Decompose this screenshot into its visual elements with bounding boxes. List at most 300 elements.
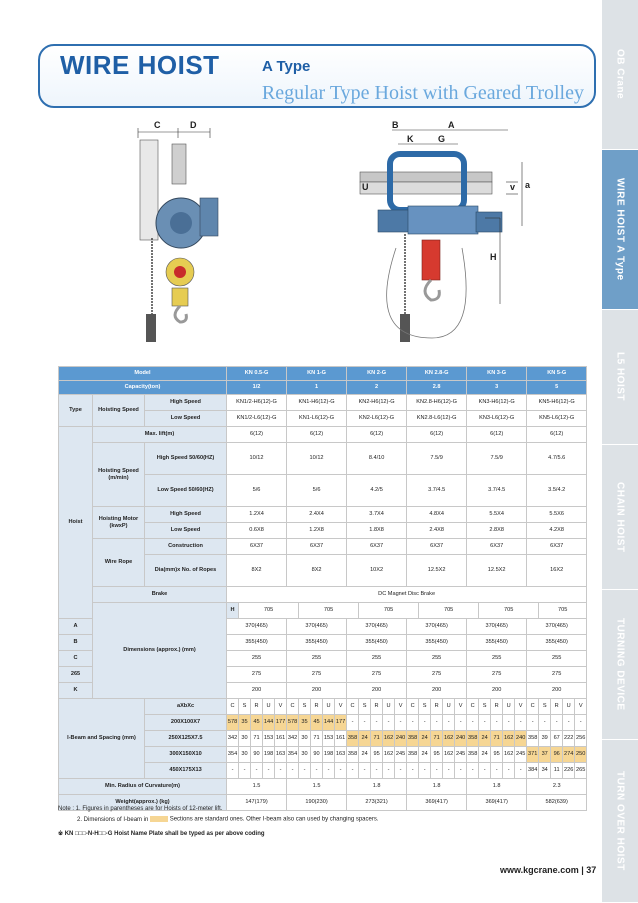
capacity-cell: 1/2 [227, 381, 287, 395]
ibeam-cell: - [491, 763, 503, 779]
label-h: H [490, 252, 497, 262]
page-title: WIRE HOIST [60, 50, 220, 80]
hs-high-label: High Speed 50/60(HZ) [145, 443, 227, 475]
ibeam-cell: 161 [335, 731, 347, 747]
ibeam-cell: 71 [491, 731, 503, 747]
cell: 8X2 [287, 555, 347, 587]
construction-label: Construction [145, 539, 227, 555]
ibeam-cell: - [515, 763, 527, 779]
cell: 275 [347, 667, 407, 683]
ibeam-cell: - [455, 763, 467, 779]
ibeam-cell: - [431, 715, 443, 731]
note-3: ※ KN □□□-N-H□□-G Hoist Name Plate shall be typed as per above coding [58, 831, 265, 837]
ibeam-cell: - [371, 715, 383, 731]
ibeam-cell: 162 [503, 747, 515, 763]
motor-low-label: Low Speed [145, 523, 227, 539]
ibeam-cell: - [515, 715, 527, 731]
ibeam-col: U [383, 699, 395, 715]
ibeam-cell: 45 [311, 715, 323, 731]
ibeam-cell: 240 [455, 731, 467, 747]
ibeam-size: 450X175X13 [145, 763, 227, 779]
ibeam-cell: 45 [251, 715, 263, 731]
ibeam-cell: - [323, 763, 335, 779]
label-c: C [154, 120, 161, 130]
cell: 273(321) [347, 795, 407, 811]
cell: 1.8 [407, 779, 467, 795]
ibeam-col: U [323, 699, 335, 715]
ibeam-cell: 30 [299, 731, 311, 747]
low-speed-label: Low Speed [145, 411, 227, 427]
ibeam-col: R [311, 699, 323, 715]
cell: 6X37 [227, 539, 287, 555]
ibeam-cell: - [359, 763, 371, 779]
cell: 2.3 [527, 779, 587, 795]
ibeam-col: U [503, 699, 515, 715]
ibeam-cell: 245 [515, 747, 527, 763]
front-view-drawing [360, 120, 531, 342]
cell: KN5-L6(12)-G [527, 411, 587, 427]
ibeam-cell: 162 [383, 747, 395, 763]
ibeam-cell: 153 [323, 731, 335, 747]
ibeam-col: V [455, 699, 467, 715]
ibeam-cell: - [347, 715, 359, 731]
ibeam-col: U [563, 699, 575, 715]
dimensions-label: Dimensions (approx.) (mm) [93, 603, 227, 699]
model-cell: KN 5-G [527, 367, 587, 381]
dia-label: Dia(mm)x No. of Ropes [145, 555, 227, 587]
ibeam-cell: - [227, 763, 239, 779]
cell: 4.2X8 [527, 523, 587, 539]
cell: 4.7/5.6 [527, 443, 587, 475]
cell: 1.8 [347, 779, 407, 795]
ibeam-cell: 11 [551, 763, 563, 779]
ibeam-label: I-Beam and Spacing (mm) [59, 699, 145, 779]
hs-low-label: Low Speed 50/60(HZ) [145, 475, 227, 507]
ibeam-cell: 222 [563, 731, 575, 747]
ibeam-cell: 34 [539, 763, 551, 779]
cell: 10/12 [287, 443, 347, 475]
ibeam-cell: 358 [467, 747, 479, 763]
label-d: D [190, 120, 197, 130]
cell: 200 [227, 683, 287, 699]
ibeam-cell: 24 [359, 747, 371, 763]
cell: 8.4/10 [347, 443, 407, 475]
ibeam-cell: - [371, 763, 383, 779]
dim-row [59, 603, 587, 619]
ibeam-cell: 198 [263, 747, 275, 763]
ibeam-cell: - [491, 715, 503, 731]
cell: 355(450) [347, 635, 407, 651]
ibeam-col: C [527, 699, 539, 715]
cell: 12.5X2 [467, 555, 527, 587]
ibeam-cell: 162 [443, 731, 455, 747]
cell: 705 [359, 603, 419, 619]
page-subtitle: Regular Type Hoist with Geared Trolley [261, 82, 584, 104]
ibeam-cell: - [395, 715, 407, 731]
ibeam-cell: 578 [287, 715, 299, 731]
cell: 355(450) [407, 635, 467, 651]
cell: 5.5X6 [527, 507, 587, 523]
ibeam-cell: 161 [275, 731, 287, 747]
dim-label: H [227, 603, 239, 619]
ibeam-cell: 226 [563, 763, 575, 779]
cell: 5.5X4 [467, 507, 527, 523]
cell: KN1-L6(12)-G [287, 411, 347, 427]
page-header [38, 44, 596, 108]
tab-turning-device[interactable]: TURNING DEVICE [602, 590, 638, 740]
cell: KN1-H6(12)-G [287, 395, 347, 411]
ibeam-cell: - [359, 715, 371, 731]
cell: 255 [227, 651, 287, 667]
ibeam-cell: 24 [479, 747, 491, 763]
ibeam-cell: 245 [455, 747, 467, 763]
cell: 200 [287, 683, 347, 699]
ibeam-col: V [275, 699, 287, 715]
capacity-cell: 1 [287, 381, 347, 395]
cell: 200 [407, 683, 467, 699]
ibeam-col: V [335, 699, 347, 715]
cell: 369(417) [407, 795, 467, 811]
ibeam-cell: 240 [515, 731, 527, 747]
label-a-top: A [448, 120, 455, 130]
ibeam-cell: - [263, 763, 275, 779]
ibeam-col: V [575, 699, 587, 715]
note-2: 2. Dimensions of I-beam in Sections are standard ones. Other I-beam also can used by changing spacers. [77, 816, 379, 823]
cell: 1.8X8 [347, 523, 407, 539]
ibeam-cell: 153 [263, 731, 275, 747]
ibeam-cell: 250 [575, 747, 587, 763]
ibeam-cell: - [335, 763, 347, 779]
model-cell: KN 2-G [347, 367, 407, 381]
cell: 3.7X4 [347, 507, 407, 523]
ibeam-cell: - [527, 715, 539, 731]
model-cell: KN 3-G [467, 367, 527, 381]
cell: 255 [407, 651, 467, 667]
cell: 370(465) [347, 619, 407, 635]
capacity-label: Capacity(ton) [59, 381, 227, 395]
ibeam-cell: 37 [539, 747, 551, 763]
cell: 369(417) [467, 795, 527, 811]
ibeam-size: 300X150X10 [145, 747, 227, 763]
ibeam-col: C [347, 699, 359, 715]
cell: 6(12) [287, 427, 347, 443]
ibeam-cell: 39 [539, 731, 551, 747]
weight-label: Weight(approx.) (kg) [59, 795, 227, 811]
ibeam-cell: 256 [575, 731, 587, 747]
ibeam-cell: 274 [563, 747, 575, 763]
ibeam-cell: 358 [347, 731, 359, 747]
ibeam-cell: - [539, 715, 551, 731]
cell: 3.7/4.5 [467, 475, 527, 507]
ibeam-col: S [299, 699, 311, 715]
hoist-label: Hoist [59, 427, 93, 619]
motor-high-row [59, 507, 587, 523]
cell: 705 [239, 603, 299, 619]
high-speed-label: High Speed [145, 395, 227, 411]
ibeam-cell: 342 [287, 731, 299, 747]
ibeam-cell: 578 [227, 715, 239, 731]
website-link[interactable]: www.kgcrane.com [500, 865, 579, 875]
ibeam-col: S [239, 699, 251, 715]
ibeam-cell: 358 [407, 731, 419, 747]
ibeam-cell: 177 [275, 715, 287, 731]
cell: KN1/2-L6(12)-G [227, 411, 287, 427]
model-cell: KN 1-G [287, 367, 347, 381]
cell: 10/12 [227, 443, 287, 475]
brake-label: Brake [93, 587, 227, 603]
cell: 3.7/4.5 [407, 475, 467, 507]
cell: 200 [347, 683, 407, 699]
cell: 2.4X4 [287, 507, 347, 523]
ibeam-cell: 35 [239, 715, 251, 731]
model-cell: KN 2.8-G [407, 367, 467, 381]
dim-label: A [59, 619, 93, 635]
cell: 255 [287, 651, 347, 667]
ibeam-cell: 265 [575, 763, 587, 779]
ibeam-cell: - [443, 715, 455, 731]
ibeam-cell: 163 [335, 747, 347, 763]
ibeam-cell: 95 [371, 747, 383, 763]
model-cell: KN 0.5-G [227, 367, 287, 381]
cell: 275 [227, 667, 287, 683]
cell: 10X2 [347, 555, 407, 587]
ibeam-cell: 30 [299, 747, 311, 763]
ibeam-cell: 24 [359, 731, 371, 747]
model-row [59, 367, 587, 381]
ibeam-cell: - [479, 715, 491, 731]
capacity-cell: 2.8 [407, 381, 467, 395]
ibeam-cell: 71 [371, 731, 383, 747]
ibeam-cell: 24 [419, 747, 431, 763]
ibeam-header-row [59, 699, 587, 715]
ibeam-cell: - [467, 715, 479, 731]
cell: 6X37 [407, 539, 467, 555]
capacity-cell: 2 [347, 381, 407, 395]
cell: 6(12) [527, 427, 587, 443]
ibeam-cell: 371 [527, 747, 539, 763]
ibeam-cell: 163 [275, 747, 287, 763]
cell: 6X37 [287, 539, 347, 555]
label-v: v [510, 182, 516, 192]
cell: 7.5/9 [467, 443, 527, 475]
type-label: Type [59, 395, 93, 427]
label-g: G [438, 134, 446, 144]
cell: 275 [527, 667, 587, 683]
ibeam-cell: 245 [395, 747, 407, 763]
ibeam-cell: 144 [263, 715, 275, 731]
cell: 1.8 [467, 779, 527, 795]
cell: 355(450) [287, 635, 347, 651]
max-lift-row [59, 427, 587, 443]
cell: 6X37 [347, 539, 407, 555]
ibeam-cell: 24 [419, 731, 431, 747]
cell: KN3-H6(12)-G [467, 395, 527, 411]
ibeam-cell: - [503, 763, 515, 779]
capacity-cell: 3 [467, 381, 527, 395]
tab-l5-hoist[interactable]: L5 HOIST [602, 310, 638, 445]
cell: 147(179) [227, 795, 287, 811]
ibeam-cell: 358 [527, 731, 539, 747]
tab-chain-hoist[interactable]: CHAIN HOIST [602, 445, 638, 590]
cell: KN2-H6(12)-G [347, 395, 407, 411]
ibeam-cell: - [551, 715, 563, 731]
ibeam-cell: 95 [491, 747, 503, 763]
ibeam-col: U [443, 699, 455, 715]
ibeam-size: 250X125X7.5 [145, 731, 227, 747]
ibeam-cell: - [431, 763, 443, 779]
cell: 370(465) [527, 619, 587, 635]
cell: 275 [407, 667, 467, 683]
hoisting-speed-group: Hoisting Speed (m/min) [93, 443, 145, 507]
ibeam-cell: 71 [431, 731, 443, 747]
cell: KN3-L6(12)-G [467, 411, 527, 427]
ibeam-cell: - [407, 715, 419, 731]
ibeam-cell: 96 [551, 747, 563, 763]
cell: KN2.8-H6(12)-G [407, 395, 467, 411]
wire-rope-label: Wire Rope [93, 539, 145, 587]
tab-ob-crane[interactable]: OB Crane [602, 0, 638, 150]
cell: 705 [299, 603, 359, 619]
spec-table [58, 366, 587, 811]
ibeam-col: S [359, 699, 371, 715]
ibeam-cell: 30 [239, 747, 251, 763]
cell: 2.4X8 [407, 523, 467, 539]
hoisting-speed-label: Hoisting Speed [93, 395, 145, 427]
ibeam-cell: 162 [443, 747, 455, 763]
cell: 190(230) [287, 795, 347, 811]
model-label: Model [59, 367, 227, 381]
brake-value: DC Magnet Disc Brake [227, 587, 587, 603]
cell: KN5-H6(12)-G [527, 395, 587, 411]
ibeam-cell: 342 [227, 731, 239, 747]
cell: 200 [467, 683, 527, 699]
highlight-swatch [150, 816, 168, 822]
cell: 370(465) [467, 619, 527, 635]
ibeam-col: C [407, 699, 419, 715]
ibeam-cell: 354 [287, 747, 299, 763]
ibeam-cell: - [347, 763, 359, 779]
type-high-row [59, 395, 587, 411]
ibeam-cell: 198 [323, 747, 335, 763]
cell: 705 [419, 603, 479, 619]
motor-label: Hoisting Motor (kwxP) [93, 507, 145, 539]
ibeam-col: S [419, 699, 431, 715]
tab-wire-hoist[interactable]: WIRE HOIST A Type [602, 150, 638, 310]
ibeam-cell: 144 [323, 715, 335, 731]
ibeam-col: C [467, 699, 479, 715]
ibeam-cell: 358 [347, 747, 359, 763]
ibeam-cell: - [503, 715, 515, 731]
cell: 705 [479, 603, 539, 619]
cell: 6(12) [227, 427, 287, 443]
ibeam-col: V [515, 699, 527, 715]
page-number: 37 [586, 865, 597, 875]
cell: 8X2 [227, 555, 287, 587]
cell: 6(12) [467, 427, 527, 443]
side-view-drawing [138, 120, 218, 343]
axbxc-label: aXbXc [145, 699, 227, 715]
ibeam-cell: 24 [479, 731, 491, 747]
ibeam-cell: - [287, 763, 299, 779]
type-label: A Type [262, 58, 311, 75]
ibeam-cell: - [383, 763, 395, 779]
ibeam-cell: - [479, 763, 491, 779]
cell: KN2-L6(12)-G [347, 411, 407, 427]
ibeam-col: R [491, 699, 503, 715]
cell: 4.2/5 [347, 475, 407, 507]
cell: 255 [527, 651, 587, 667]
cell: 6(12) [407, 427, 467, 443]
cell: 1.2X8 [287, 523, 347, 539]
ibeam-cell: - [239, 763, 251, 779]
ibeam-col: R [551, 699, 563, 715]
ibeam-cell: - [455, 715, 467, 731]
cell: 5/6 [227, 475, 287, 507]
ibeam-cell: 384 [527, 763, 539, 779]
construction-row [59, 539, 587, 555]
ibeam-col: R [431, 699, 443, 715]
label-b: B [392, 120, 399, 130]
cell: 355(450) [467, 635, 527, 651]
cell: 6X37 [527, 539, 587, 555]
dim-label: C [59, 651, 93, 667]
ibeam-cell: - [407, 763, 419, 779]
ibeam-col: C [227, 699, 239, 715]
ibeam-cell: 95 [431, 747, 443, 763]
ibeam-col: R [251, 699, 263, 715]
ibeam-size: 200X100X7 [145, 715, 227, 731]
radius-row [59, 779, 587, 795]
note-1: Note : 1. Figures in parentheses are for Hoists of 12-meter lift. [58, 806, 223, 812]
cell: 3.5/4.2 [527, 475, 587, 507]
brake-row [59, 587, 587, 603]
ibeam-cell: - [575, 715, 587, 731]
capacity-row [59, 381, 587, 395]
cell: 355(450) [227, 635, 287, 651]
cell: 255 [467, 651, 527, 667]
ibeam-cell: - [419, 715, 431, 731]
dim-label: B [59, 635, 93, 651]
ibeam-cell: 35 [299, 715, 311, 731]
cell: KN1/2-H6(12)-G [227, 395, 287, 411]
ibeam-col: V [395, 699, 407, 715]
tab-turn-over-hoist[interactable]: TURN OVER HOIST [602, 740, 638, 903]
ibeam-cell: 71 [251, 731, 263, 747]
cell: 16X2 [527, 555, 587, 587]
cell: 255 [347, 651, 407, 667]
ibeam-cell: - [443, 763, 455, 779]
cell: 6(12) [347, 427, 407, 443]
cell: 370(465) [407, 619, 467, 635]
ibeam-cell: 90 [311, 747, 323, 763]
hs-high-row [59, 443, 587, 475]
ibeam-cell: 30 [239, 731, 251, 747]
ibeam-col: S [479, 699, 491, 715]
cell: 582(639) [527, 795, 587, 811]
cell: 355(450) [527, 635, 587, 651]
label-a-side: a [525, 180, 531, 190]
cell: 200 [527, 683, 587, 699]
ibeam-col: C [287, 699, 299, 715]
cell: 2.8X8 [467, 523, 527, 539]
hoist-drawings [60, 118, 580, 354]
ibeam-cell: 354 [227, 747, 239, 763]
ibeam-cell: - [419, 763, 431, 779]
cell: 1.5 [287, 779, 347, 795]
ibeam-cell: - [311, 763, 323, 779]
ibeam-cell: - [383, 715, 395, 731]
ibeam-col: S [539, 699, 551, 715]
